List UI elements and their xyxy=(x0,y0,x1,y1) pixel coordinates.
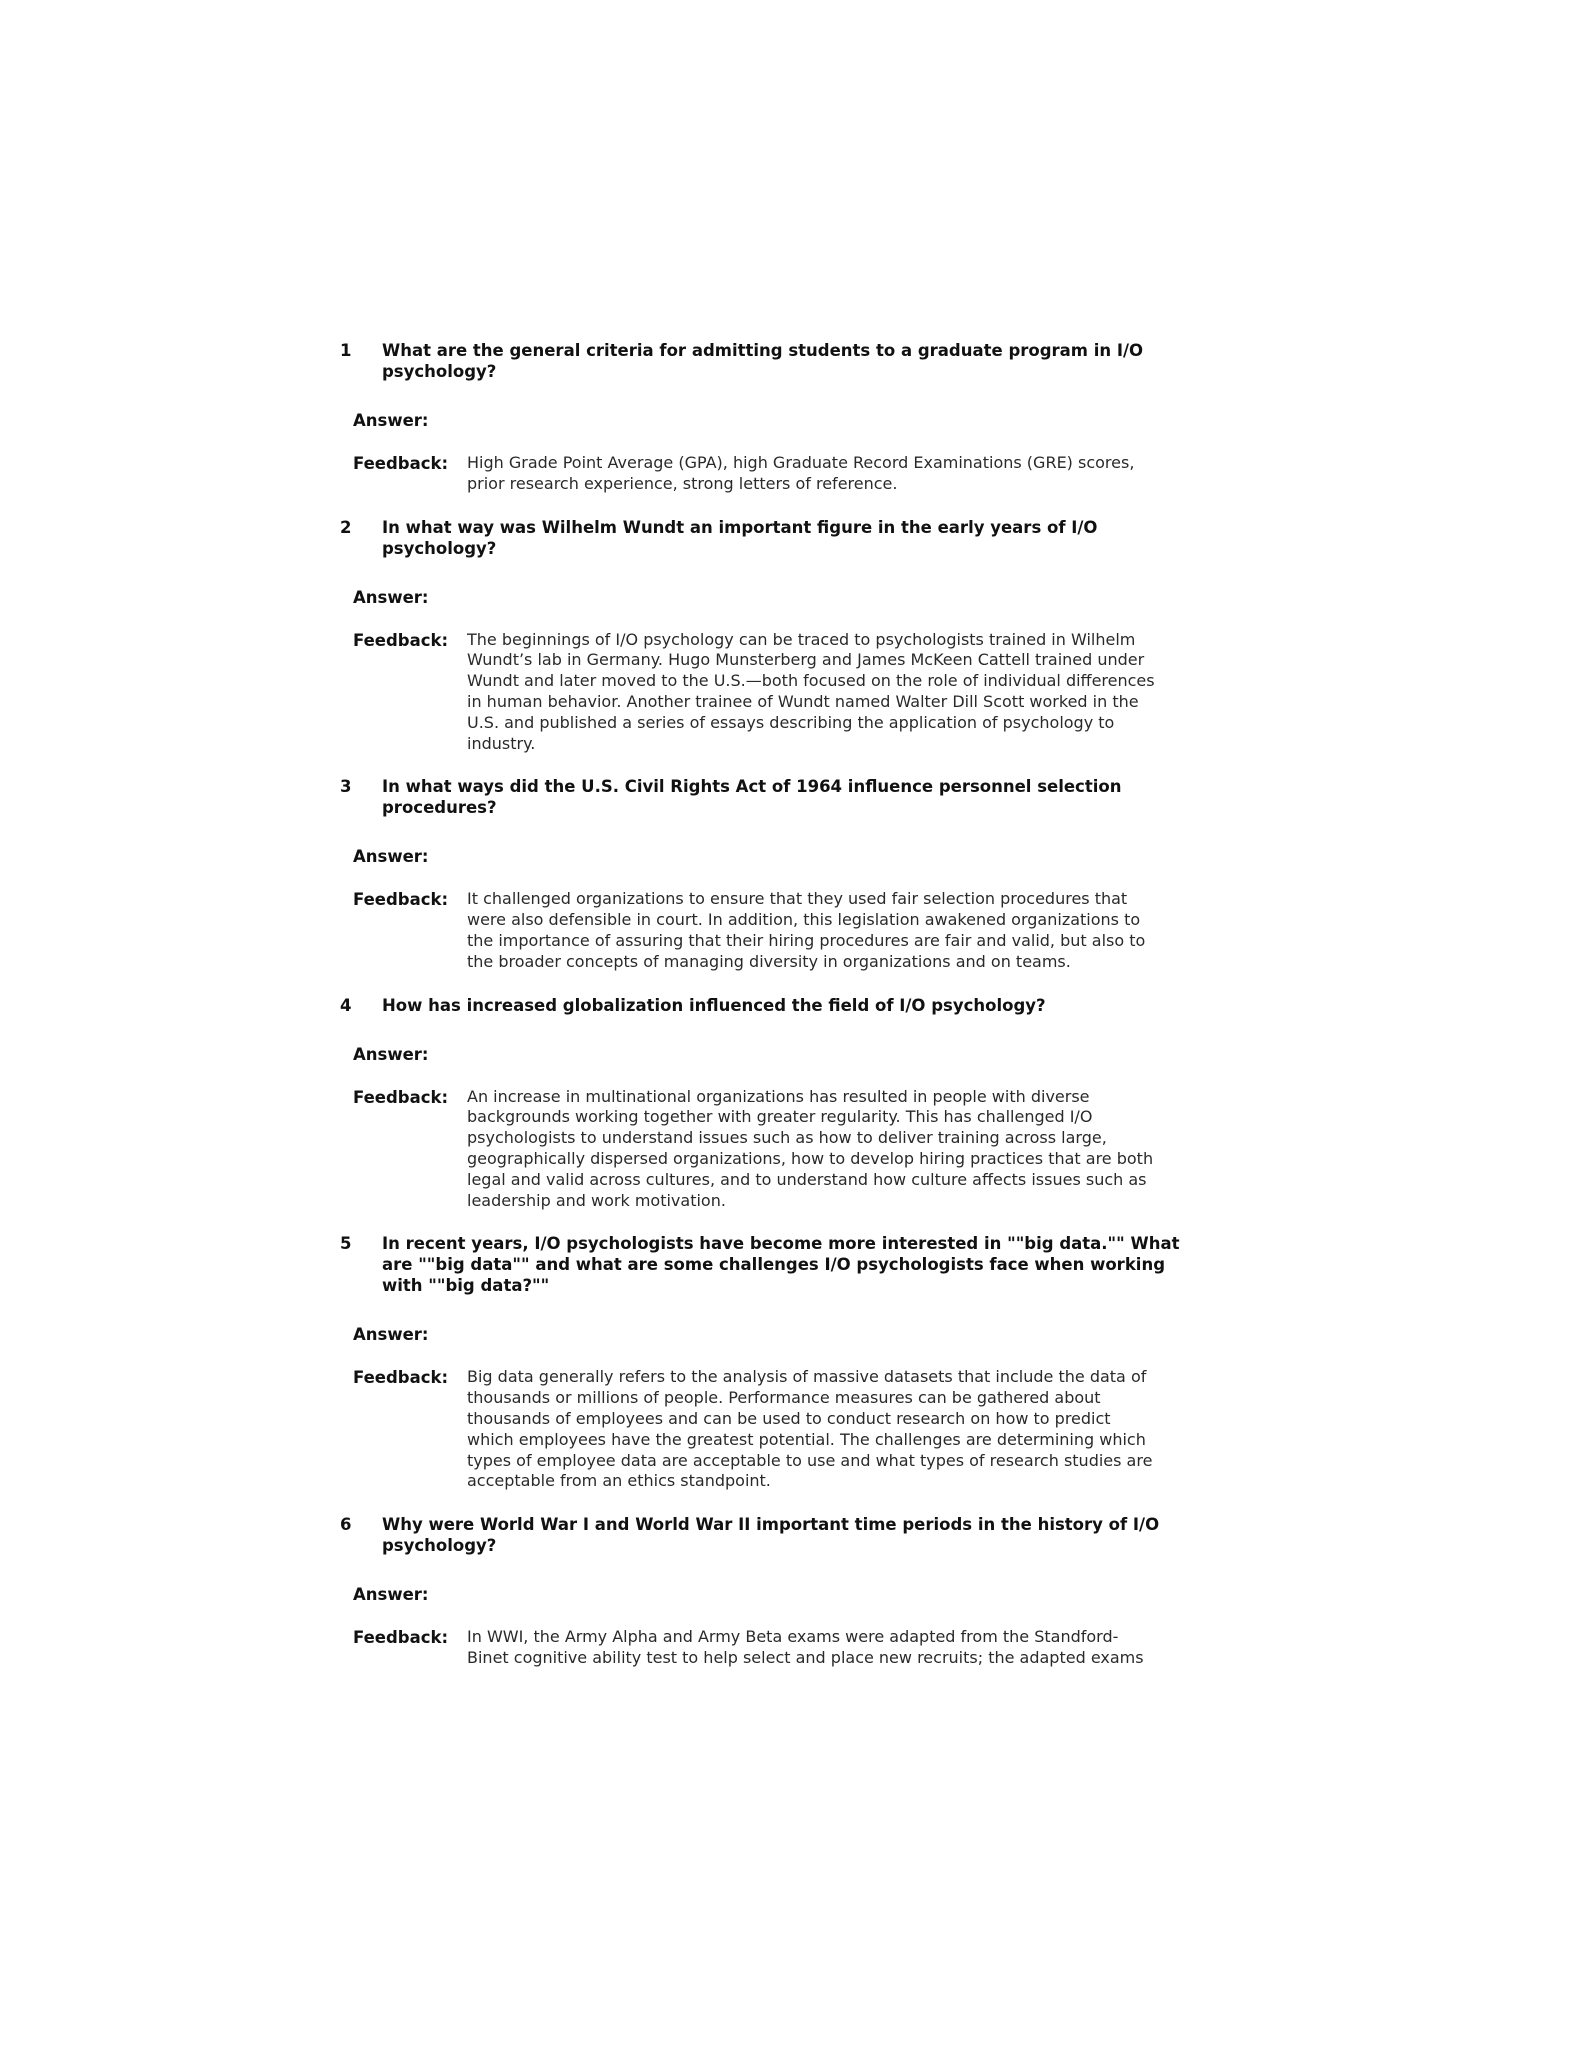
question-heading xyxy=(340,1233,1220,1296)
answer-label: Answer: xyxy=(353,1585,429,1605)
feedback-text: High Grade Point Average (GPA), high Graduate Record Examinations (GRE) scores, prior research experience, strong letters of reference. xyxy=(467,453,1135,493)
question-item xyxy=(340,517,1220,755)
question-item xyxy=(340,340,1220,495)
question-item xyxy=(340,776,1220,972)
question-heading xyxy=(340,517,1220,559)
question-number: 5 xyxy=(340,1234,352,1254)
feedback-label: Feedback: xyxy=(353,630,449,650)
answer-row xyxy=(353,587,1220,608)
feedback-label: Feedback: xyxy=(353,890,449,910)
feedback-row xyxy=(353,630,1220,755)
question-item xyxy=(340,1233,1220,1492)
feedback-row xyxy=(353,1087,1220,1212)
answer-row xyxy=(353,410,1220,431)
question-item xyxy=(340,1514,1220,1669)
question-text: In recent years, I/O psychologists have become more interested in ""big data."" What are ""big data"" and what are some challenges I/O psychologists face when working with ""big data?"" xyxy=(382,1234,1180,1296)
question-heading xyxy=(340,340,1220,382)
feedback-label: Feedback: xyxy=(353,1628,449,1648)
answer-label: Answer: xyxy=(353,587,429,607)
question-number: 3 xyxy=(340,777,352,797)
answer-row xyxy=(353,846,1220,867)
answer-row xyxy=(353,1324,1220,1345)
feedback-text: In WWI, the Army Alpha and Army Beta exams were adapted from the Standford- Binet cognitive ability test to help select and place new recruits; the adapted exams xyxy=(467,1627,1144,1667)
feedback-text: An increase in multinational organizations has resulted in people with diverse backgrounds working together with greater regularity. This has challenged I/O psychologists to understand issues such as how to deliver training across large, geographically dispersed organizations, how to develop hiring practices that are both legal and valid across cultures, and to understand how culture affects issues such as leadership and work motivation. xyxy=(467,1086,1154,1210)
answer-row xyxy=(353,1044,1220,1065)
answer-label: Answer: xyxy=(353,411,429,430)
answer-row xyxy=(353,1584,1220,1605)
question-number: 2 xyxy=(340,517,352,537)
feedback-text: Big data generally refers to the analysis of massive datasets that include the data of thousands or millions of people. Performance measures can be gathered about thousands of employees and can be used to conduct research on how to predict which employees have the greatest potential. The challenges are determining which types of employee data are acceptable to use and what types of research studies are acceptable from an ethics standpoint. xyxy=(467,1367,1153,1491)
question-number: 4 xyxy=(340,995,352,1015)
feedback-text: It challenged organizations to ensure that they used fair selection procedures that were also defensible in court. In addition, this legislation awakened organizations to the importance of assuring that their hiring procedures are fair and valid, but also to the broader concepts of managing diversity in organizations and on teams. xyxy=(467,889,1146,971)
question-text: In what way was Wilhelm Wundt an important figure in the early years of I/O psychology? xyxy=(382,517,1098,558)
question-text: What are the general criteria for admitting students to a graduate program in I/O psychology? xyxy=(382,341,1144,381)
answer-label: Answer: xyxy=(353,847,429,867)
question-text: Why were World War I and World War II important time periods in the history of I/O psychology? xyxy=(382,1515,1160,1556)
question-heading xyxy=(340,1514,1220,1556)
question-heading xyxy=(340,995,1220,1016)
question-number: 1 xyxy=(340,341,352,360)
question-text: In what ways did the U.S. Civil Rights Act of 1964 influence personnel selection procedures? xyxy=(382,777,1122,818)
feedback-text: The beginnings of I/O psychology can be traced to psychologists trained in Wilhelm Wundt’s lab in Germany. Hugo Munsterberg and James McKeen Cattell trained under Wundt and later moved to the U.S.—both focused on the role of individual differences in human behavior. Another trainee of Wundt named Walter Dill Scott worked in the U.S. and published a series of essays describing the application of psychology to industry. xyxy=(467,629,1155,753)
feedback-row xyxy=(353,889,1220,972)
question-number: 6 xyxy=(340,1515,352,1535)
feedback-row xyxy=(353,1627,1220,1669)
answer-label: Answer: xyxy=(353,1044,429,1064)
feedback-label: Feedback: xyxy=(353,454,449,473)
question-text: How has increased globalization influenced the field of I/O psychology? xyxy=(382,995,1046,1015)
feedback-row xyxy=(353,453,1220,495)
feedback-label: Feedback: xyxy=(353,1087,449,1107)
feedback-row xyxy=(353,1367,1220,1492)
question-heading xyxy=(340,776,1220,818)
question-item xyxy=(340,995,1220,1212)
question-list xyxy=(340,340,1220,1691)
feedback-label: Feedback: xyxy=(353,1368,449,1388)
answer-label: Answer: xyxy=(353,1325,429,1345)
